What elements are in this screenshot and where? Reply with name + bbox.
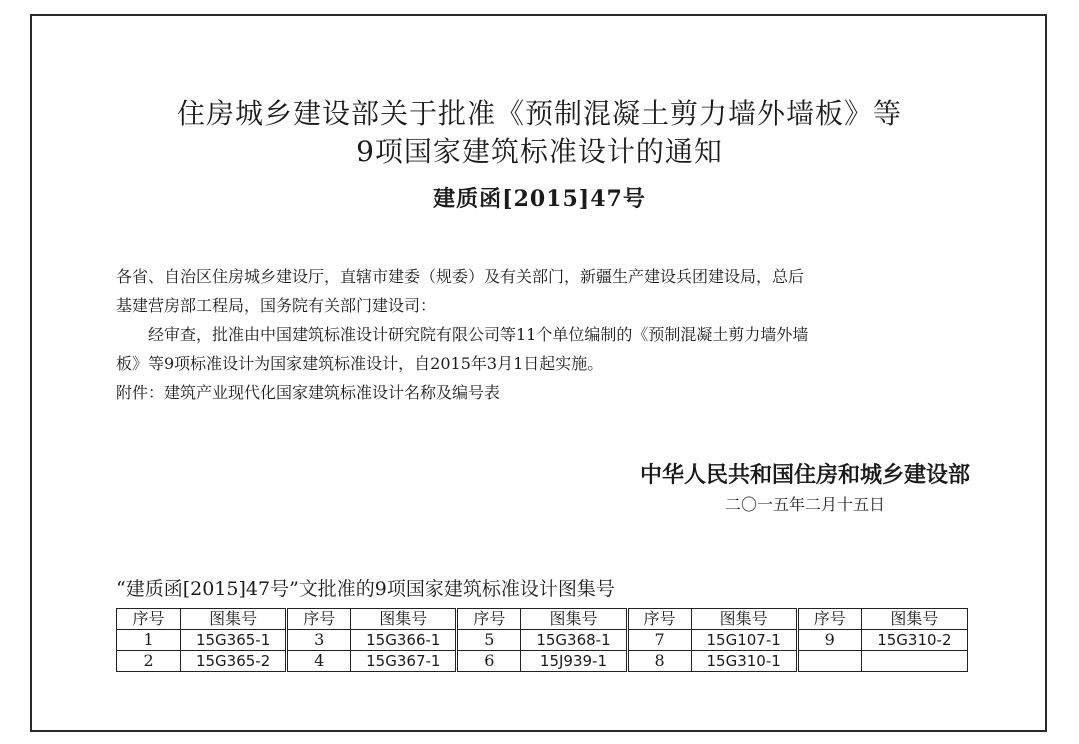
row-num: 8: [627, 651, 691, 672]
header-code: 图集号: [691, 609, 797, 630]
notice-title-line2: 9项国家建筑标准设计的通知: [356, 135, 723, 168]
addressee-paragraph: [116, 262, 976, 320]
addressee-line1: 各省、自治区住房城乡建设厅，直辖市建委（规委）及有关部门，新疆生产建设兵团建设局，总后: [116, 267, 805, 286]
row-code: 15G368-1: [521, 630, 627, 651]
row-num: [797, 651, 861, 672]
header-num: 序号: [627, 609, 691, 630]
header-code: 图集号: [181, 609, 287, 630]
row-code: 15G367-1: [351, 651, 457, 672]
issue-date: 二〇一五年二月十五日: [724, 495, 885, 514]
row-code: 15G310-1: [691, 651, 797, 672]
row-num: 5: [457, 630, 521, 651]
row-code: 15G366-1: [351, 630, 457, 651]
header-num: 序号: [117, 609, 181, 630]
row-code: [861, 651, 967, 672]
table-row: [117, 651, 968, 672]
atlas-number-table: [116, 608, 968, 672]
addressee-line2: 基建营房部工程局，国务院有关部门建设司：: [116, 296, 437, 315]
row-code: 15G365-2: [181, 651, 287, 672]
row-num: 9: [797, 630, 861, 651]
header-code: 图集号: [351, 609, 457, 630]
notice-title-line1: 住房城乡建设部关于批准《预制混凝土剪力墙外墙板》等: [176, 97, 902, 130]
approval-line2: 板》等9项标准设计为国家建筑标准设计，自2015年3月1日起实施。: [116, 354, 604, 373]
row-code: 15J939-1: [521, 651, 627, 672]
header-num: 序号: [457, 609, 521, 630]
row-num: 7: [627, 630, 691, 651]
row-code: 15G107-1: [691, 630, 797, 651]
document-number: 建质函[2015]47号: [433, 186, 646, 212]
row-num: 1: [117, 630, 181, 651]
header-num: 序号: [797, 609, 861, 630]
row-num: 3: [287, 630, 351, 651]
table-row: [117, 630, 968, 651]
header-num: 序号: [287, 609, 351, 630]
approval-line1: 经审查，批准由中国建筑标准设计研究院有限公司等11个单位编制的《预制混凝土剪力墙外墙: [148, 325, 809, 344]
attachment-line: 附件：建筑产业现代化国家建筑标准设计名称及编号表: [116, 383, 501, 402]
row-num: 2: [117, 651, 181, 672]
table-caption: “建质函[2015]47号”文批准的9项国家建筑标准设计图集号: [116, 578, 615, 600]
header-code: 图集号: [861, 609, 967, 630]
issuing-organization: 中华人民共和国住房和城乡建设部: [639, 463, 970, 488]
header-code: 图集号: [521, 609, 627, 630]
table-header-row: [117, 609, 968, 630]
approval-paragraph: [116, 320, 976, 378]
row-num: 6: [457, 651, 521, 672]
row-num: 4: [287, 651, 351, 672]
row-code: 15G310-2: [861, 630, 967, 651]
row-code: 15G365-1: [181, 630, 287, 651]
